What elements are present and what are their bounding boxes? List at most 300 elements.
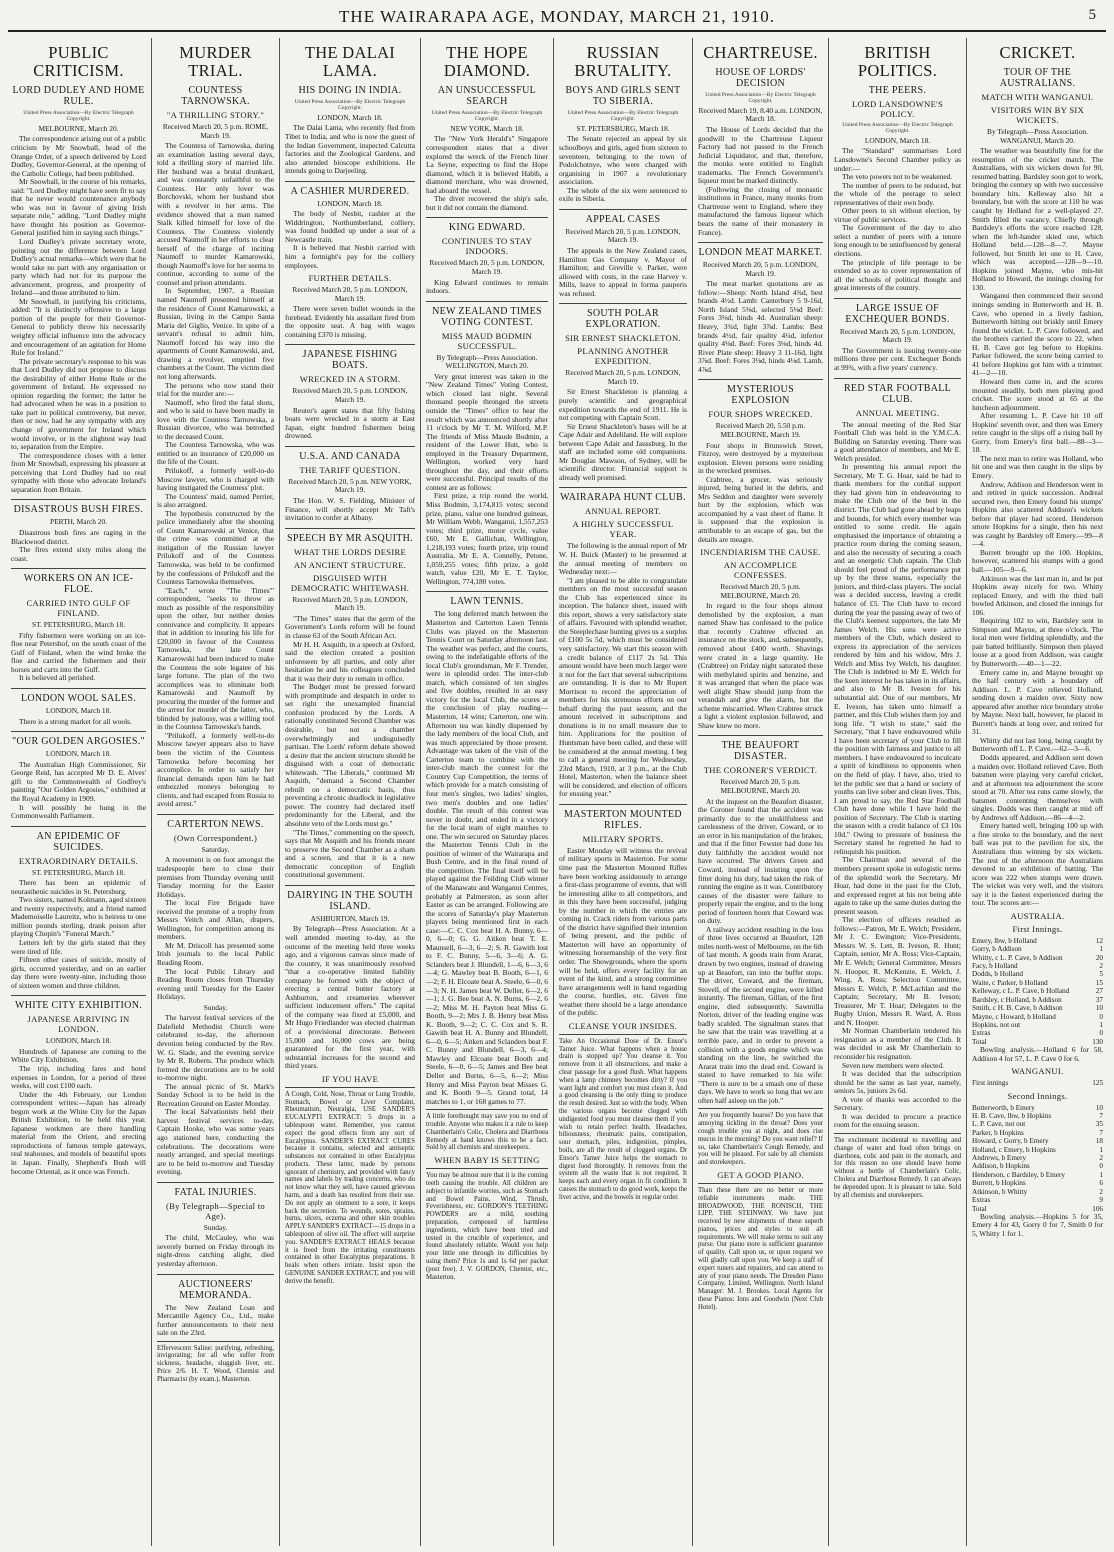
subheading: LORD LANSDOWNE'S POLICY. [851,99,944,119]
wire-credit: United Press Association—By Electric Telegraph Copyright. [705,92,816,105]
subheading: JAPANESE ARRIVING IN LONDON. [27,1014,130,1035]
section-headline: AUCTIONEERS' MEMORANDA. [157,1274,274,1301]
body-paragraph: Emery batted well, bringing 100 up with a fine stroke to the boundary, and the next ball was put to the pavilion for six, the Australians thus winning by six wickets. The rest of the afternoon the Australians devoted to an exhibition of batting. The score was 222 when stumps were drawn. The wicket was very well, and the visitors say it is the fastest experienced during the tour. The scores are:— [972,821,1103,908]
subheading: WANGANUI. [1011,1066,1064,1077]
scorecard-row [972,996,1103,1004]
dateline: LONDON, March 18. [864,135,931,145]
body-paragraph: The veto powers not to be weakened. [842,172,953,182]
subheading: FOUR SHOPS WRECKED. [708,409,813,420]
body-paragraph: It was decided to procure a practice room for the ensuing season. [834,1111,961,1130]
body-paragraph: The House of Lords decided that the goodwill to the Chartreuse Liqueur Factory had not passed to the French Judicial Liquidator, and that, therefore, the monks were entitled to English trademarks. The French Government's liqueur must be marked distinctly. [698,125,823,186]
wire-credit: United Press Association—By Electric Telegraph Copyright. [567,110,679,123]
section-headline: AN EPIDEMIC OF SUICIDES. [11,826,146,853]
scorecard-runs: 27 [1095,987,1103,996]
scorecard-row [972,1129,1103,1137]
scorecard-row [972,945,1103,953]
scorecard-player: Extras [972,1029,991,1038]
subheading: SIR ERNEST SHACKLETON. [565,333,681,344]
dateline: ST. PETERSBURG, March 18. [576,123,670,133]
body-paragraph: Howard then came in, and the scores mounted steadily, both men playing good cricket. The score stood at 65 at the luncheon adjournment. [972,376,1103,412]
scorecard-player: H. B. Cave, lbw, b Hopkins [972,1112,1052,1121]
dateline: MELBOURNE, March 20. [38,123,119,133]
body-paragraph: Lord Dudley's private secretary wrote, pointing out the difference between Lord Dudley's actual remarks—which were that he would take no part with any organisation or party which had not for its purpose the advancement, progress, and prosperity of Ireland—and those attributed to him. [11,236,146,298]
scorecard-runs: 20 [1095,953,1103,962]
section-headline: MASTERTON MOUNTED RIFLES. [559,804,687,831]
scorecard-row [972,1162,1103,1170]
advertisement: Than these there are no better or more reliable instruments made. THE BROADWOOD, THE RONISCH, THE LIPP, THE STEINWAY. We have just received by new shipments of these superb pianos, prices and styles to suit all requirements. We will make terms to suit any purse. Our piano store is sufficient guarantee of quality. Call upon us, or upon request we will gladly call upon you. We keep a staff of expert tuners and repairers, and can attend to any of your piano needs. The Dresden Piano Company, Limited, Wellington. North Island Manager: M. J. Brookes. Local Agents for these Pianos: Ions and Goodwin (Next Club Hotel). [698,1183,823,1312]
body-paragraph: Under the 4th February, our London correspondent writes:—Japan has already begun work at the White City for the Japan British Exhibition, to be held this year. Japanese workmen are there handling material from the Orient, and erecting reproductions of famous temple gateways, real teahouses, and models of beautiful spots in Japan. Finally, Shepherd's Bush will become Oriental, as it once was French. [11,1089,146,1176]
body-paragraph: A railway accident resulting in the loss of three lives occurred at Beaufort, 128 miles north-west of Melbourne, on the 6th of last month. A goods train from Ararat, drawn by two engines, instead of drawing up at Beaufort, ran into the buffer stops. The driver, Coward, and the fireman, Stovell, of the second engine, were killed instantly. The fireman, Gillan, of the first engine, died subsequently. Sawmilla Norton, driver of the leading engine was badly scalded. The signalman states that he saw that the train was travelling at a terrible pace, and in order to prevent a collision with a goods engine which was standing on the line, he switched the Ararat train into the dead end. Coward is stated to have remarked to his wife: "There is sure to be a smash one of these days. We have to work so long that we are often half asleep on the job." [698,924,824,1105]
body-paragraph: The diver recovered the ship's safe, but it did not contain the diamond. [426,194,548,212]
body-paragraph: King Edward continues to remain indoors. [426,277,548,296]
body-paragraph: Mr H. H. Asquith, in a speech at Oxford, said the election created a position unforeseen by all parties, and only after hesitation he and his colleagues concluded that it was their duty to remain in office. [285,639,415,683]
subheading: First Innings. [1012,923,1063,934]
subheading: MISS MAUD BODMIN SUCCESSFUL. [441,330,533,351]
body-paragraph: In regard to the four shops almost demolished by the explosion, a man named Shaw has confessed to the police that recently Crabtree effected an insurance on the stock, and, subsequently, removed about £400 worth. Shavings were crated in a large quantity. He (Crabtree) on Friday night saturated these with methylated spirits and benzine, and it was arranged that when the place was well alight Shaw should jump from the verandah and give the alarm, but the scheme miscarried. When Crabtree struck a light a violent explosion followed, and Shaw knew no more. [698,601,823,730]
article-headline: THE DALAI LAMA. [304,43,396,80]
body-paragraph: The body of Nesbit, cashier at the Widdrington, Northumberland, colliery, was found huddled up under a seat of a Newcastle train. [285,209,415,244]
body-paragraph: It is believed that Nesbit carried with him a fortnight's pay for the colliery employees. [285,243,415,270]
body-paragraph: The election of officers resulted as follows:—Patron, Mr E. Welch; President, Mr J. C. Ewington; Vice-Presidents, Messrs W. S. Lett, B. Iveson, R. Hunt; Captain, senior, Mr A. Ross; Vice-Captain, Mr E. Welch; General Committee, Messrs N. Hooper, R. McKenzie, E. Welch, J. Wing, A. Ross; Selection Committee, Messrs E. Welch, P. McLachlan and the Captain; Secretary, Mr B. Iveson; Treasurer, Mr T. Hoar; Delegates to the Rugby Union, Messrs R. Ward, A. Ross and N. Hooper. [834,915,961,1027]
scorecard-player: Andrews, b Emery [972,1154,1027,1163]
body-paragraph: "The Times" states that the germ of the Government's Lords reform will be found in clause 63 of the South African Act. [285,613,415,640]
body-paragraph: The child, McCauley, who was severely burned on Friday through its night-dress catching alight, died yesterday afternoon. [157,1233,274,1268]
section-headline: MYSTERIOUS EXPLOSION [698,379,823,406]
scorecard-row [972,1120,1103,1128]
scorecard-runs: 1 [1099,1145,1103,1154]
section-headline: KING EDWARD. [426,217,548,233]
dateline: Received March 20, 5 p.m. LONDON, March 19. [839,326,956,345]
dateline: Received March 20, 5 p.m. LONDON, March 19. [565,226,681,245]
advertisement: The excitement incidental to travelling and change of water and food often brings on diarrhoea, colic and pain in the stomach, and for this reason no one should leave home without a bottle of Chamberlain's Colic, Cholera and Diarrhoea Remedy. It can always be depended upon. It is pleasant to take. Sold by all chemists and storekeepers. [834,1133,961,1199]
scorecard-player: Whitty, c L. P. Cave, b Addison [972,953,1063,962]
body-paragraph: The fires extend sixty miles along the coast. [11,545,146,563]
scorecard-row [972,1112,1103,1120]
article-headline: RUSSIAN BRUTALITY. [574,43,672,80]
scorecard-row [972,1104,1103,1112]
article-headline: THE HOPE DIAMOND. [443,43,531,80]
body-paragraph: A movement is on foot amongst the tradespeople here to close their premises from Thursday evening until Tuesday morning for the Easter Holidays. [157,855,274,899]
section-headline: TOUR OF THE AUSTRALIANS. [999,67,1076,89]
scorecard-row [972,1154,1103,1162]
body-paragraph: The Hon. W. S. Fielding, Minister of Finance, will shortly accept Mr Taft's invitation to confer at Albany. [285,496,415,523]
body-paragraph: Disastrous bush fires are raging in the Blackwood district. [11,527,146,546]
article-headline: CRICKET. [999,43,1076,62]
body-paragraph: A vote of thanks was accorded to the Secretary. [834,1094,961,1113]
advertisement: You may be almost sure that it is the coming teeth causing the trouble. All children are subject to infantile worries, such as Stomach and Bowel Pains, Wind, Thrush, Feverishness, etc. GORDON'S TEETHING POWDERS are a mild, soothing preparation, composed of harmless ingredients, which have been tried and tested in the crucible of experience, and found absolutely reliable. Would you help your little one through its difficulties by using them? Price 1s and 1s 6d per packet (post free). J. V. GORDON, Chemist, etc., Masterton. [426,1168,548,1281]
subheading: Second Innings. [1007,1090,1068,1101]
section-headline: LARGE ISSUE OF EXCHEQUER BONDS. [834,298,961,325]
body-paragraph: The Dalai Lama, who recently fled from Tibet to India, and who is now the guest of the Indian Government, inspected Calcutta factories and the Zoological Gardens, and also attended bioscope exhibitions. He intends going to Darjeeling. [285,123,415,176]
article-headline: MURDER TRIAL. [179,43,252,80]
scorecard-row [972,979,1103,987]
body-paragraph: Requiring 102 to win, Bardsley sent in Simpson and Mayne, at three o'clock. The local men were fielding splendidly, and the pair batted brilliantly. Simpson then played loose at a good from Addison, was caught by Butterworth.—40—1—22. [972,616,1103,668]
subheading: A HIGHLY SUCCESSFUL YEAR. [572,519,674,540]
body-paragraph: The Government of the day to also select a number of peers with a tenure long enough to be uninfluenced by general elections. [834,223,961,258]
scorecard-player: Kelleway, c L. P. Cave, b Holland [972,987,1070,996]
section-headline: SOUTH POLAR EXPLORATION. [559,303,687,330]
scorecard-runs: 35 [1095,1120,1103,1129]
section-headline: WAIRARAPA HUNT CLUB. [559,487,687,503]
dateline: Received March 20, 5 p.m. LONDON, March 19. [292,285,408,303]
dateline: LONDON, March 18. [45,749,112,759]
subheading: AN ACCOMPLICE CONFESSES. [723,560,798,581]
scorecard [972,937,1103,1038]
subheading: IF YOU HAVE [321,1073,379,1084]
section-headline: FATAL INJURIES. [157,1182,274,1198]
body-paragraph: Hundreds of Japanese are coming to the White City Exhibition. [11,1046,146,1065]
body-paragraph: Seven new members were elected. [842,1060,944,1070]
column-5 [553,38,692,1546]
scorecard-player: Emery, lbw, b Holland [972,936,1037,945]
dateline: Received March 20, 5 p.m. LONDON, March 19. [702,260,819,278]
body-paragraph: Bowling analysis.—Hopkins 5 for 35, Emery 4 for 43, Gorry 0 for 7, Smith 0 for 5, Whitty 1 for 1. [972,1211,1103,1239]
scorecard-runs: 1 [1099,945,1103,954]
section-headline: HIS DOING IN INDIA. [298,85,402,96]
wire-credit: United Press Association—By Electric Telegraph Copyright. [431,110,543,123]
scorecard-player: Burrett, b Hopkins [972,1179,1026,1188]
subheading: GET A GOOD PIANO. [717,1169,804,1180]
section-headline: HOUSE OF LORDS' DECISION [715,67,806,89]
scorecard-player: Facy, b Holland [972,962,1018,971]
scorecard-runs: 106 [1092,1204,1103,1213]
body-paragraph: Sir Ernest Shackleton is planning a purely scientific and geographical expedition towards the end of 1911. He is not competing with Captain Scott. [559,387,687,423]
section-headline: A CASHIER MURDERED. [285,181,415,197]
scorecard-runs: 5 [1099,970,1103,979]
scorecard-player: Henderson, c Bardsley, b Emery [972,1170,1065,1179]
body-paragraph: The long deferred match between the Masterton and Carterton Lawn Tennis Clubs was played on the Masterton Tennis Court on Saturday afternoon last. The weather was perfect, and the courts, owing to the indefatigable efforts of the local Club's groundsman, Mr F. Trender, were in splendid order. The inter-club match, which consisted of ten singles and five doubles, resulted in an easy victory for the local Club, the scores at the conclusion of play reading—Masterton, 14 wins; Carterton, one win. Afternoon tea was kindly dispensed by the lady members of the local Club, and was much appreciated by those present. Advantage was taken of the visit of the Carterton team to combine with the inter-club match the contest for the Country Cup Competition, the terms of which provide for a match consisting of four men's singles, two ladies' singles, two men's doubles and one ladies' double. The result of this contest was never in doubt, and ended in a victory for the local team of eight matches to one. The win secured on Saturday places the Masterton Tennis Club in the position of winner of the Wairarapa and Bush Centre, and in the final round of the competition. The final itself will be played against the Feilding Club winner of the Manawatu and Wanganui Centres, probably at Palmerston, as soon after Easter as can be arranged. Following are the scores of Saturday's play Masterton players being mentioned first in each case:—C. C. Cox beat H. A. Bunny, 6—0, 6—0; G. G. Aitken beat T. E. Maunsell, 6—3, 6—2; S. R. Gawith lost to F. C. Bunny, 5—6, 3—6; A. G. Sclanders beat J. Blundell, 1—6, 6—3, 6—4; G. Mawley beat B. Booth, 6—1, 6—2; F. H. Elcoate beat A. Steele, 6—0, 6—3; N. H. James beat W. Deller, 6—2, 6—1; J. G. Bee beat A. N. Burns, 6—2, 6—2; Miss M. H. Payton beat Miss G. Booth, 9—2; Mrs J. B. Henry beat Miss K. Booth, 9—2; C. C. Cox and S. R. Gawith beat H. A. Bunny and Blundell, 6—0, 6—5; Aitken and Sclanders beat F. C. Bunny and Blundell, 6—3, 6—4; Mawley and Elcoate beat Booth and Steele, 6—0, 6—5; James and Bee beat Deller and Burns, 6—5, 6—2; Miss Henry and Miss Payton beat Misses G. and K. Booth 9—5. Grand total, 14 matches to 1, or 168 games to 77. [426,609,548,1106]
advertisement: A Cough, Cold, Nose, Throat or Lung Trouble, Stomach, Bowel or Liver Complaint, Rheumatism, Neuralgia, USE SANDER'S EUCALYPTI EXTRACT: 5 drops in a tablespoon water. Remember, you cannot expect the good effects from any sort of Eucalyptus. SANDER'S EXTRACT CURES because it contains, selected and antiseptic substances not contained in other Eucalyptus products. These latter, made by persons ignorant of chemistry, and provided with fancy names and labels by trading concerns, who do not know what they sell, have caused grievous harm, and a death has resulted from their use. Do not apply an ointment to a sore, it keeps back the secretion. To wounds, sores, sprains, burns, ulcers, eczema and other skin troubles APPLY SANDER'S EXTRACT—15 drops in a tablespoon of olive oil. The effect will surprise you. SANDER'S EXTRACT HEALS because it is freed from the irritating constituents contained in other Eucalyptus preparations. It heals when others irritate. Insist upon the GENUINE SANDER EXTRACT, and you will derive the benefit. [285,1087,415,1286]
scorecard-runs: 10 [1095,1103,1103,1112]
section-headline: DAIRYING IN THE SOUTH ISLAND. [285,885,415,912]
body-paragraph: Prilukoff, a formerly well-to-do Moscow lawyer, who is charged with having instigated the Countess' plot. [157,465,274,493]
section-headline: COUNTESS TARNOWSKA. [181,85,250,107]
section-headline: WHITE CITY EXHIBITION. [11,995,146,1011]
body-paragraph: First prize, a trip round the world, Miss Bodmin, 3,174,815 votes; second prize, piano, value one hundred guineas, Mr William Webb, Wanganui, 1,557,253 votes; third prize, motor cycle, value £60, Mr E. Gallichan, Wellington, 1,218,193 votes; fourth prize, trip round Australia, Mr E. A. Connelly, Petone, 1,059,255 votes; fifth prize, a gold watch, value £20, Mr E. T. Taylor, Wellington, 774,180 votes. [426,491,548,586]
scorecard-runs: 125 [1092,1079,1103,1088]
scorecard-runs: 2 [1099,962,1103,971]
section-headline: BOYS AND GIRLS SENT TO SIBERIA. [565,85,681,107]
dateline: Sunday. [203,1222,228,1232]
column-8 [966,38,1108,1546]
scorecard-runs: 130 [1092,1037,1103,1046]
section-headline: CARTERTON NEWS. [157,814,274,830]
body-paragraph: The Government is issuing twenty-one millions three per cent. Exchequer Bonds at 99¾, with a five years' currency. [834,345,961,372]
section-headline: THE PEERS. [868,85,927,96]
body-paragraph: By Telegraph—Press Association. At a well attended meeting to-day, as the outcome of the meeting held three weeks ago, and a vigorous canvas since made of the country, it was unanimously resolved "that a co-operative limited liability company be formed with the object of erecting a central butter factory at Ashburton, and creameries wherever sufficient inducement offers." The capital of the company was fixed at £5,000, and Mr Hugo Friedlander was elected chairman of a provisional directorate. Between 15,000 and 16,000 cows are being guaranteed for the first year, with substantial increases for the second and third years. [285,924,415,1071]
body-paragraph: Atkinson was the last man in, and he put Hopkins away nicely for two. Whitty replaced Emery, and with the third ball bowled Atkinson, and closed the innings for 106. [972,573,1103,617]
body-paragraph: The next man to retire was Holland, who hit one and was then caught in the slips by Emery. [972,453,1103,480]
body-paragraph: After resuming L. P. Cave hit 10 off Hopkins' seventh over, and then was Emery retire caught in the slips off a rising ball by Gorry, from Emery's first ball.—88—3—18. [972,411,1103,455]
body-paragraph: The Countess of Tarnowska, during an examination lasting several days, told a thrilling story of married life. Her husband was a brutal drunkard, and was constantly unfaithful to the Countess. Her only lover was Borchovski, whom her husband shot with a revolver in her arms. The evidence showed that a man named Stalk killed himself for love of the Countess. The Countess violently accused Naumoff in her efforts to clear herself of the charge of inciting Naumoff to murder Kamarowski, though Naumoff's love for her seems to continue, according to some of the counsel and prison attendants. [157,141,274,287]
scorecard-runs: 0 [1099,1012,1103,1021]
subheading: FURTHER DETAILS. [308,273,392,284]
body-paragraph: "Each," wrote "The Times'" correspondent, "seeks to throw as much as possible of the responsibility upon the other, but neither denies connivance and complicity. It appears that in addition to insuring his life for £20,000 in favour of the Countess Tarnowska, the late Count Kamarowski had been induced to make the Countess the sole legatee of his large fortune. The plan of the two accomplices was to eliminate both Kamarowski and Naumoff by procuring the murder of the former and the arrest for murder of the latter, who, blinded by jealousy, was a willing tool in the Countess Tarnowska's hands. [157,585,274,732]
advertisement: Are you frequently hoarse? Do you have that annoying tickling in the throat? Does your cough trouble you at night, and does rise mucus in the morning? Do you want relief? If so, take Chamberlain's Cough Remedy, and you will be pleased. For sale by all chemists and storekeepers. [698,1108,823,1167]
body-paragraph: Very great interest was taken in the "New Zealand Times" Voting Contest, which closed last night. Several thousand people thronged the streets outside the "Times" office to hear the result which was announced shortly after 11 o'clock by Mr T. M. Wilford, M.P. The friends of Miss Maude Bodmin, a resident of the Lower Hutt, who is employed in the Treasury Department, Wellington, worked very hard throughout the day, and their efforts were successful. Principal results of the contest are as follows: [426,371,548,492]
body-paragraph: Andrew, Addison and Henderson went in and retired in quick succession. Andreal secured two, then Emery found his stumps' Hopkins also scattered Addison's wickets before that player had scored. Henderson smote Hopkins for a single, then his next was caught by Bardsley off Emery.—99—8—4. [972,479,1103,549]
subheading: PLANNING ANOTHER EXPEDITION. [577,346,669,367]
page-number: 5 [1088,7,1096,23]
subheading: CARRIED INTO GULF OF FINLAND. [26,598,131,619]
subheading: WHAT THE LORDS DESIRE [293,546,407,557]
dateline: Received March 20, 5 p.m. LONDON, March 19. [429,258,545,276]
subheading: CLEANSE YOUR INSIDES. [568,1020,678,1031]
dateline: ST. PETERSBURG, March 18. [31,867,126,877]
scorecard-player: Total [972,1037,987,1046]
scorecard-runs: 15 [1095,978,1103,987]
body-paragraph: Burrett brought up the 100. Hopkins, however, scattered his stumps with a good ball.—105—9—6. [972,547,1103,574]
body-paragraph: The Budget must be pressed forward with promptitude and despatch in order to set right the unexampled financial confusion produced by the Lords. A rationally constituted Second Chamber was desirable, but not a chamber overwhelmingly and undisguisedly partisan. The Lords' reform debate showed a desire that the ancient structure should be disguised with a coat of democratic whitewash. "The Liberals," continued Mr Asquith, "demand a Second Chamber rebuilt on a democratic basis, thus preventing a chronic deadlock in legislative power. The country had declared itself predominantly for the Liberal, and the absolute veto of the Lords must go." [285,682,415,828]
scorecard-runs: 1 [1099,1170,1103,1179]
body-paragraph: Dodds appeared, and Addison sent down a maiden over. Holland relieved Cave. Both batsmen were playing very careful cricket, and at afternoon tea adjournment the score stood at 70. After tea runs came slowly, the batsmen contenting themselves with singles. Dodds was then caught at mid off by Andrews off Addison.—86—4—2. [972,753,1103,822]
section-headline: LONDON MEAT MARKET. [698,242,823,258]
dateline: Sunday. [203,1002,228,1012]
body-paragraph: The local Public Library and Reading Room closes from Thursday evening until Tuesday for the Easter Holidays. [157,966,274,1002]
body-paragraph: Mr Snowball, in the course of his remarks, said: "Lord Dudley might have seen fit to say that he never would countenance anybody who was not in favour of giving Irish separate rule," adding, "Lord Dudley might have thought his position as Governor-General justified him in saying such things." [11,177,146,238]
scorecard-runs: 6 [1099,1179,1103,1188]
column-7 [828,38,966,1546]
body-paragraph: The local Fire Brigade have received the promise of a trophy from Messrs Veitch and Allan, drapers, Wellington, for competition among its members. [157,898,274,942]
column-6 [692,38,828,1546]
section-headline: WORKERS ON AN ICE-FLOE. [11,568,146,595]
scorecard-player: L. P. Cave, not out [972,1120,1026,1129]
body-paragraph: Fifty fishermen were working on an ice-floe near Petershof, on the south coast of the Gulf of Finland, when the wind broke the floe and carried the fishermen and their horses and carts into the Gulf. [11,630,146,674]
scorecard-runs: 18 [1095,1137,1103,1146]
body-paragraph: Fifteen other cases of suicide, mostly of girls, occurred yesterday, and on an earlier day there were twenty-nine, including those of sixteen women and three children. [11,955,146,990]
scorecard-row [972,1179,1103,1187]
body-paragraph: Whitty did not last long, being caught by Butterworth off L. P. Cave.—62—3—6. [972,735,1103,754]
score-total [972,1079,1103,1087]
subheading: MATCH WITH WANGANUI. [981,92,1094,102]
scorecard-row [972,1029,1103,1037]
body-paragraph: Two sisters, named Kolmann, aged sixteen and twenty respectively, and a friend named Mademoiselle Laureitz, who is heiress to one million pounds sterling, drank poison after playing Chopin's "Funeral March." [11,895,146,939]
dateline: Received March 20, 5.50 p.m. MELBOURNE, March 19. [715,421,806,439]
scorecard-row [972,987,1103,995]
body-paragraph: Mr M. Driscoll has presented some Irish journals to the local Public Reading Room. [157,940,274,967]
body-paragraph: The New Zealand Loan and Mercantile Agency Co., Ltd., make further announcements to their next sale on the 23rd. [157,1302,274,1338]
scorecard-runs: 7 [1099,1112,1103,1121]
body-paragraph: It is believed all perished. [19,673,96,683]
body-paragraph: The Australian High Commissioner, Sir George Reid, has accepted Mr D. E. Alves' gift to the Commonwealth of Godfrey's painting "Our Golden Argosies," exhibited at the Royal Academy in 1909. [11,759,146,803]
subheading: AN ANCIENT STRUCTURE. [293,559,407,570]
scorecard-player: Extras [972,1196,991,1205]
body-paragraph: The Chairman and several of the members present spoke in eulogistic terms of the splendid work the Secretary, Mr Hoar, had done in the past for the Club, and expressed regret at his not being able again to take up the same duties during the present season. [834,855,961,916]
body-paragraph: The annual meeting of the Red Star Football Club was held in the Y.M.C.A. Building on Saturday evening. There was a good attendance of members, and Mr E. Welch presided. [834,419,961,463]
scorecard-runs: 0 [1099,1162,1103,1171]
body-paragraph: The hypothesis constructed by the police immediately after the shooting of Count Kamarowski at Venice, that the crime was committed at the instigation of the Russian lawyer Prilukoff and of the Countess Tarnowska, was held to be confirmed by the confessions of Prilukoff and the Countess Tarnowska themselves. [157,508,274,587]
scorecard-runs: 2 [1099,1187,1103,1196]
dateline: Received March 20, 5 p.m. ROME, March 19. [162,122,269,140]
body-paragraph: Mr Norman Chamberlain tendered his resignation as a member of the Club. It was decided to ask Mr Chamberlain to reconsider his resignation. [834,1026,961,1061]
advertisement: A little forethought may save you no end of trouble. Anyone who makes it a rule to keep Chamberlain's Colic, Cholera and Diarrhoea Remedy at hand knows this to be a fact. Sold by all chemists and storekeepers. [426,1109,548,1152]
subheading: THE TARIFF QUESTION. [299,464,401,475]
scorecard-row [972,1171,1103,1179]
dateline: Received March 20, 5 p.m. LONDON, March 19. [565,368,681,386]
body-paragraph: Letters left by the girls stated that they were tired of life. [11,938,146,956]
subheading: THE CORONER'S VERDICT. [703,765,818,776]
dateline: Saturday. [201,844,230,854]
scorecard-row [972,1188,1103,1196]
scorecard-player: Bardsley, c Holland, b Addison [972,995,1062,1004]
scorecard [972,1104,1103,1205]
section-headline: LONDON WOOL SALES. [11,688,146,704]
scorecard-player: Holland, c Emery, b Hopkins [972,1145,1056,1154]
section-headline: U.S.A. AND CANADA [285,446,415,462]
body-paragraph: The Senate rejected an appeal by six schoolboys and girls, aged from sixteen to seventeen, belonging to the town of Podolchotnye, who were charged with organising in 1907 a revolutionary association. [559,134,687,187]
dateline: LONDON, March 18. [317,198,383,208]
scorecard-runs: 1 [1099,1020,1103,1029]
section-headline: JAPANESE FISHING BOATS. [285,344,415,371]
body-paragraph: The "New York Herald's" Singapore correspondent states that a diver explored the wreck of the French liner La Seyne, expecting to find the Hope diamond, which it is believed Habib, a diamond merchant, who was drowned, had aboard the vessel. [426,134,548,195]
body-paragraph: The persons who now stand their trial for the murder are:— [157,380,274,399]
scorecard-row [972,937,1103,945]
scorecard-player: Howard, c Gorry, b Emery [972,1137,1049,1146]
scorecard-runs: 12 [1095,936,1103,945]
dateline: Received March 20, 5 p.m. NEW YORK, March 19. [288,476,412,495]
scorecard-row [972,1079,1103,1087]
body-paragraph: Emery came in, and Mayne brought up the half century with a boundary off Addison. L. P. Cave relieved Holland, sending down a maiden over. Sixty now appeared after another nice boundary stroke by Mayne. Next ball, however, he placed in Burrett's hands at long over, and retired for 31. [972,667,1103,737]
body-paragraph: The correspondence closes with a letter from Mr Snowball, expressing his pleasure at perceiving that Lord Dudley had no real sympathy with those who advocate Ireland's separation from Britain. [11,450,146,494]
dateline: Received March 20, 5 p.m. MELBOURNE, March 20. [720,582,801,600]
scorecard-row [972,1146,1103,1154]
body-paragraph: Reuter's agent states that fifty fishing boats were wrecked in a storm at East Japan, eight hundred fishermen being drowned. [285,405,415,441]
scorecard-player: Gorry, b Addison [972,945,1022,954]
dateline: By Telegraph—Press Association. WELLINGTON, March 20. [436,352,538,371]
dateline: Received March 20, 5 p.m. LONDON, March 19. [292,386,408,405]
body-paragraph: Other peers to sit without election, by virtue of public services. [834,206,961,224]
body-paragraph: The correspondence arising out of a public criticism by Mr Snowball, head of the Orange Order, of a speech delivered by Lord Dudley, Governor-General, at the opening of the Catholic College, had been published. [11,134,146,178]
scorecard-runs: 9 [1099,1196,1103,1205]
scorecard-player: Addison, b Hopkins [972,1162,1030,1171]
body-paragraph: The meat market quotations are as follow:—Sheep: North Island 4¾d, best brands 4½d. Lamb: Canterbury 5 9-16d, North Island 5⅜d, selected 5⅛d Beef: Fores 3⅛d, hinds 4d. Australian sheep: Heavy, 3¾d, light 3⅞d. Lambs: Best brands 4½d, fair quality 4¼d, inferior quality 4⅛d. Beef: Fores 3⅛d, hinds 4d. River Plate sheep: Heavy 3 11-16d, light 3⅞d. Beef: Fores 3⅛d, hinds 4⅛d. Lamb, 4⅞d. [698,279,823,374]
body-paragraph: The Countess' maid, named Perrier, is also arraigned. [157,491,274,510]
subheading: ANNUAL MEETING. [855,407,940,418]
subheading: WHEN BABY IS SETTING [434,1155,540,1166]
section-headline: AN UNSUCCESSFUL SEARCH [437,85,537,107]
subheading: WRECKED IN A STORM. [299,374,401,385]
section-headline: "OUR GOLDEN ARGOSIES." [11,731,146,747]
article-headline: CHARTREUSE. [703,43,818,62]
body-paragraph: The annual picnic of St. Mark's Sunday School is to be held in the Recreation Ground on Easter Monday. [157,1081,274,1108]
body-paragraph: There is a strong market for all wools. [19,716,132,726]
scorecard-player: First innings [972,1079,1009,1088]
wire-credit: United Press Association—By Electric Telegraph Copyright. [23,110,134,123]
advertisement: Take An Occasional Dose of Dr. Ensor's Tamer Juice. What happens when a house drain is stopped up? You cleanse it. You remove from it all obstructions, and make a clear passage for a good flush. What happens when a lamp chimney becomes dirty? If you want light and comfort you must clean it. And a good cleansing is the only thing to produce the result desired. Just so with the body. When the various organs become clogged with undigested food you must cleanse them if you wish to retain perfect health. Headaches, biliousness, rheumatic pains, constipation, sour stomach, piles, indigestion, pimples, boils, are all the result of clogged organs. Dr Ensor's Tamer Juice helps the stomach to digest food thoroughly. It removes from the system all the waste that is not required. It keeps each and every organ in fit condition. It causes the stomach to do good work, keeps the liver active, and the bowels in regular order. [559,1034,687,1202]
subheading: CONTINUES TO STAY INDOORS. [441,236,533,257]
body-paragraph: "Prilukoff, a formerly well-to-do Moscow lawyer appears also to have been the victim of the Countess Tarnowska before becoming her accomplice. In order to satisfy her financial demands upon him he had embezzled moneys belonging to clients, and had escaped from Russia to avoid arrest." [157,730,274,809]
subheading: ANNUAL REPORT. [584,506,662,517]
scorecard-player: Hopkins, not out [972,1020,1021,1029]
scorecard-player: Waite, c Parker, b Holland [972,978,1048,987]
body-paragraph: It was decided that the subscription should be the same as last year, namely, seniors 5s, juniors 2s 6d. [834,1069,961,1096]
body-paragraph: (Following the closing of monastic institutions in France, many monks from Chartreuse went to England, where they manufactured the famous liqueur which bears the name of their monastery in France). [698,184,823,237]
scorecard-player: Parker, b Hopkins [972,1128,1024,1137]
scorecard-row [972,1013,1103,1021]
dateline: Received March 19, 8.40 a.m. LONDON, March 18. [698,105,823,124]
subheading: (By Telegraph—Special to Age). [165,1200,266,1221]
body-paragraph: At the inquest on the Beaufort disaster, the Coroner found that the accident was primarily due to the unskilfulness and carelessness of the driver, Coward, or to an error in his manipulation of the brakes, and that if the fitter Fewster had done his duty faithfully the accident would not have occurred. The drivers Green and Coward, instead of insisting upon the fitter doing his duty, had taken the risk of running the engine as it was. Contributory causes of the disaster were failure to properly repair the engine, and to the long period of fourteen hours that Coward was on duty. [698,796,823,926]
column-1 [6,38,151,1546]
scorecard-player: Atkinson, b Whitty [972,1187,1028,1196]
scorecard-player: Mayne, c Howard, b Holland [972,1012,1056,1021]
subheading: EXTRAORDINARY DETAILS. [18,855,139,866]
section-headline: DISASTROUS BUSH FIRES. [11,499,146,515]
body-paragraph: The local Salvationists held their harvest festival services to-day, Captain Hooke, who was some years ago stationed here, conducting the celebrations. The decorations were neatly arranged, and special meetings are to be held to-morrow and Tuesday evening. [157,1107,274,1177]
scorecard-runs: 0 [1099,1029,1103,1038]
body-paragraph: In September, 1907, a Russian named Naumoff presented himself at the residence of Count Kamarowski, a Russian, living in the Campo Santa Maria del Giglio, Venice. In spite of a servant's refusal to admit him, Naumoff forced his way into the apartments of Count Kamarowski, and, drawing a revolver, emptied five chambers at the Count. The victim died not long afterwards. [157,286,274,381]
section-headline: SPEECH BY MR ASQUITH. [285,528,415,544]
dateline: PERTH, March 20. [49,517,108,527]
body-paragraph: The principle of life peerage to be extended so as to cover representation of all the schools of political thought and great interests of the country. [834,257,961,293]
scorecard-runs: 37 [1095,995,1103,1004]
subheading: (Own Correspondent.) [173,832,258,843]
body-paragraph: The number of peers to be reduced, but the whole of the peerage to select representatives of their own body. [834,180,961,207]
scorecard-player: Smith, c H. B. Cave, b Addison [972,1004,1063,1013]
body-paragraph: The trip, including fares and hotel expenses in London, for a period of three weeks, will cost £100 each. [11,1063,146,1091]
masthead [0,6,1114,28]
body-paragraph: Easter Monday will witness the revival of military sports in Masterton. For some time past the Masterton Mounted Rifles have been working assiduously to arrange a first-class programme of events, that will be interesting alike to all competitors, and in this they have been successful, judging by the number in which the entries are coming in. Crack riders from various parts of the district have signified their intention of being present, and the public of Masterton will have an opportunity of witnessing horsemanship of the very first order. The Showgrounds, where the sports will be held, offers every facility for an event of the kind, and a strong committee have arrangements well in hand regarding the course, hurdles, etc. Given fine weather there should be a large attendance of the public. [559,845,687,1018]
subheading: VISITORS WIN BY SIX WICKETS. [990,105,1085,125]
body-paragraph: The private secretary's response to his was that Lord Dudley did not propose to discuss the desirability of either Home Rule or the government of Ireland. He expressed no opinion regarding the former; the latter he had advocated when he was in a position to take part in political controversy, but never, then or now, had he any sympathy with any change of government for Ireland which would involve, or in the slightest way lead to, separation from the Empire. [11,356,146,452]
body-paragraph: The whole of the six were sentenced to exile in Siberia. [559,185,687,204]
column-2 [151,38,279,1546]
body-paragraph: "I am pleased to be able to congratulate members on the most successful season the Club has experienced since its inception. The balance sheet, issued with this report, shows a very satisfactory state of affairs. Favoured with splendid weather, the Steeplechase hunting gives us a surplus of £100 5s 5d, which must be considered very satisfactory. We start this season with a credit balance of £117 2s 5d. This amount would have been much larger were it not for the fact that several subscriptions are outstanding. It is due to Mr Rupert Morrison to record the appreciation of members for his strenuous efforts on our behalf during the past season, and the amount received in subscriptions and donations is in no small measure due to him. Applications for the position of Huntsman have been called, and these will be considered at the annual meeting. I beg to call a general meeting for Wednesday, 23rd March, 1910, at 3 p.m., at the Club Hotel, Masterton, when the balance sheet will be considered, and election of officers for ensuing year." [559,575,687,799]
section-headline: LAWN TENNIS. [426,591,548,607]
body-paragraph: Mr Snowball, in justifying his criticisms, added: "It is distinctly offensive to a large portion of the people for their Governor-General to publicly throw his necessarily weighty official influence into the advocacy and encouragement of an agitation for Home Rule for Ireland." [11,296,146,358]
scorecard-row [972,962,1103,970]
masthead-title: THE WAIRARAPA AGE, MONDAY, MARCH 21, 1910. [339,7,775,26]
dateline: LONDON, March 18. [317,112,383,122]
dateline: By Telegraph—Press Association. WANGANUI, March 20. [987,127,1088,145]
column-3 [279,38,420,1546]
scorecard-player: Dodds, b Holland [972,970,1023,979]
section-headline: APPEAL CASES [559,209,687,225]
section-headline: RED STAR FOOTBALL CLUB. [834,378,961,405]
scorecard-runs: 2 [1099,1154,1103,1163]
body-paragraph: Bowling analysis.—Holland 6 for 58, Addison 4 for 57, L. P. Cave 0 for 6. [972,1045,1103,1063]
subheading: "A THRILLING STORY." [166,110,265,120]
scorecard-player: Butterworth, b Emery [972,1103,1035,1112]
body-paragraph: The Countess Tarnowska, who was entitled to an insurance of £20,000 on the life of the Count. [157,440,274,467]
section-headline: LORD DUDLEY AND HOME RULE. [12,85,145,107]
scorecard-row [972,1021,1103,1029]
scorecard-runs: 10 [1095,1004,1103,1013]
dateline: ST. PETERSBURG, March 18. [31,620,126,630]
dateline: LONDON, March 18. [45,706,112,716]
article-headline: BRITISH POLITICS. [857,43,938,80]
body-paragraph: Naumoff, who fired the fatal shots, and who is said to have been madly in love with the Countess Tarnowska, a Russian divorcee, who was betrothed to the deceased Count. [157,397,274,441]
dateline: Received March 20, 5 p.m. MELBOURNE, March 20. [720,777,801,796]
scorecard-row [972,1196,1103,1204]
body-paragraph: In presenting his annual report the Secretary, Mr T. G. Hoar, said he had to thank members for the cordial support they had given him in endeavouring to make the Club one of the best in the district. The Club had gone ahead by leaps and bounds, for which every member was entitled to some credit. He again emphasised the importance of obtaining a practice room during the coming season, and also the necessity of securing a coach and an energetic Club captain. The Club should feel proud of the performance put up by the three teams, especially the juniors, and third-class players. The social was a decided success, leaving a credit balance of £5. The Club have to record during the year the passing away of two of the Club's keenest supporters, the late Mr James Welch. His sons were active members of the Club, which desired to express its appreciation of the services rendered by him and his widow, Mrs J. Welch and Miss Ivy Welch, his daughter. The Club is indebted to Mr E. Welch for the keen interest he has taken in its affairs, and also to Mr B. Iveson for his substantial aid. One of our members, Mr E. Iveson, has taken unto himself a partner, and this Club wishes them joy and long life. "I wish to state," said the Secretary, "that I have endeavoured while I have been secretary of your Club to fill the position with fairness and justice to all members. I have endeavoured to inculcate a spirit of kindliness to opponents when on the field of play. I have, also, tried to let the public see that a band or society of youths can live sober and clean lives. This, I am proud to say, the Red Star Football Club have done while I have held the position of Secretary. The Club is starting the season with a credit balance of £3 10s 10d." Owing to pressure of business the Secretary stated he regretted he had to relinquish his position. [834,462,961,856]
body-paragraph: Sir Ernest Shackleton's bases will be at Cape Adair and Adeliland. He will explore between Cape Adair and Jaussburg. In the staff are included some old companions. Mr Douglas Mawson, of Sydney, will be scientific director. Financial support is already well promised. [559,421,687,482]
body-paragraph: There were seven bullet wounds in the forehead. Evidently his assailant fired from the opposite seat. A bag with wages containing £370 is missing. [285,304,415,339]
masthead-rule [8,30,1106,32]
dateline: NEW YORK, March 18. [450,123,524,133]
body-paragraph: Four shops in Brunswick Street, Fitzroy, were destroyed by a mysterious explosion. Eleven persons were residing in the wrecked premises. [698,440,823,476]
article-headline: PUBLIC CRITICISM. [33,43,124,80]
body-paragraph: Wanganui then commenced their second innings sending in Butterworth and H. B. Cave, who opened in a lively fashion, Butterworth hitting out briskly until Emery found the wicket. L. P. Cave followed, and the brothers carried the score to 22, when H. B. Cave got leg before to Hopkins. Parker followed, the score being carried to 41 before Hopkins got him with a trimmer. 41—2—10. [972,291,1103,378]
body-paragraph: The harvest festival services of the Dalefield Methodist Church were celebrated to-day, the afternoon devotion being conducted by the Rev. W. G. Slade, and the evening service by Mr R. Roberts. The produce which formed the decorations are to be sold to-morrow night. [157,1013,274,1083]
body-paragraph: Crabtree, a grocer, was seriously injured, being buried in the debris, and Mrs Seddon and daughter were severely hurt by the explosion, which was accompanied by a vast sheet of flame. It is supposed that the explosion is attributable to an escape of gas, but the details are meagre. [698,474,823,544]
scorecard-row [972,1004,1103,1012]
body-paragraph: There has been an epidemic of neurasthenic suicides in St. Petersburg. [11,878,146,896]
section-headline: THE BEAUFORT DISASTER. [698,735,823,762]
body-paragraph: "The Times," commenting on the speech, says that Mr Asquith and his friends meant to preserve the Second Chamber as a sham and a screen, and that it is a new democratic conception of English constitutional government. [285,827,416,880]
body-paragraph: The appeals in the New Zealand cases, Hamilton Gas Company v. Mayor of Hamilton; and Greville v. Parker, were allowed with costs, in the case Harvey v. Mills, leave to appeal in forma pauperis was refused. [559,245,687,298]
scorecard-row [972,970,1103,978]
